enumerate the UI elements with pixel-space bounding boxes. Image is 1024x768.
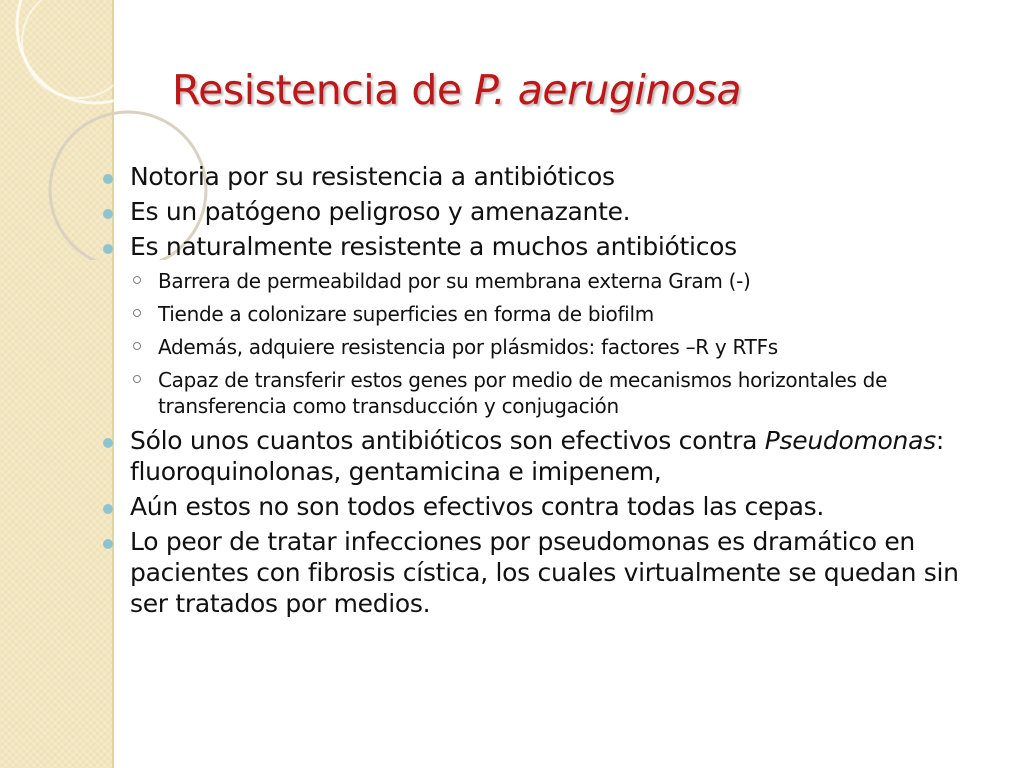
sub-bullet-text: Capaz de transferir estos genes por medio de mecanismos horizontales de transferencia como transducción y conjugación bbox=[158, 368, 888, 418]
sub-bullet-icon bbox=[133, 309, 141, 317]
bullet-item bbox=[96, 196, 976, 227]
bullet-icon bbox=[103, 209, 113, 219]
bullet-item bbox=[96, 161, 976, 192]
bullet-icon bbox=[103, 174, 113, 184]
bullet-icon bbox=[103, 438, 113, 448]
sub-bullet-text: Barrera de permeabildad por su membrana externa Gram (-) bbox=[158, 269, 751, 293]
bullet-item bbox=[96, 526, 976, 619]
slide-title bbox=[172, 66, 741, 114]
slide-title-italic: P. aeruginosa bbox=[474, 66, 741, 114]
sub-bullet-icon bbox=[133, 276, 141, 284]
bullet-icon bbox=[103, 539, 113, 549]
sub-bullet-item bbox=[96, 268, 976, 294]
bullet-icon bbox=[103, 504, 113, 514]
bullet-item bbox=[96, 231, 976, 262]
bullet-text: Aún estos no son todos efectivos contra todas las cepas. bbox=[130, 492, 824, 521]
slide-title-main: Resistencia de bbox=[172, 66, 475, 114]
bullet-text: Es naturalmente resistente a muchos antibióticos bbox=[130, 232, 737, 261]
sub-bullet-text: Tiende a colonizare superficies en forma de biofilm bbox=[158, 302, 654, 326]
bullet-text-after: : fluoroquinolonas, gentamicina e imipenem, bbox=[130, 426, 944, 486]
bullet-icon bbox=[103, 244, 113, 254]
bullet-item bbox=[96, 425, 976, 487]
sub-bullet-icon bbox=[133, 342, 141, 350]
sub-bullet-item bbox=[96, 334, 976, 360]
sub-bullet-item bbox=[96, 301, 976, 327]
bullet-text-before: Sólo unos cuantos antibióticos son efectivos contra bbox=[130, 426, 765, 455]
bullet-text: Es un patógeno peligroso y amenazante. bbox=[130, 197, 631, 226]
bullet-text: Lo peor de tratar infecciones por pseudomonas es dramático en pacientes con fibrosis cística, los cuales virtualmente se quedan sin ser tratados por medios. bbox=[130, 527, 959, 618]
bullet-list bbox=[96, 161, 976, 623]
bullet-item bbox=[96, 491, 976, 522]
sub-bullet-icon bbox=[133, 375, 141, 383]
bullet-text-italic: Pseudomonas bbox=[764, 426, 936, 455]
sub-bullet-item bbox=[96, 367, 976, 419]
sub-bullet-text: Además, adquiere resistencia por plásmidos: factores –R y RTFs bbox=[158, 335, 778, 359]
bullet-text: Notoria por su resistencia a antibióticos bbox=[130, 162, 615, 191]
